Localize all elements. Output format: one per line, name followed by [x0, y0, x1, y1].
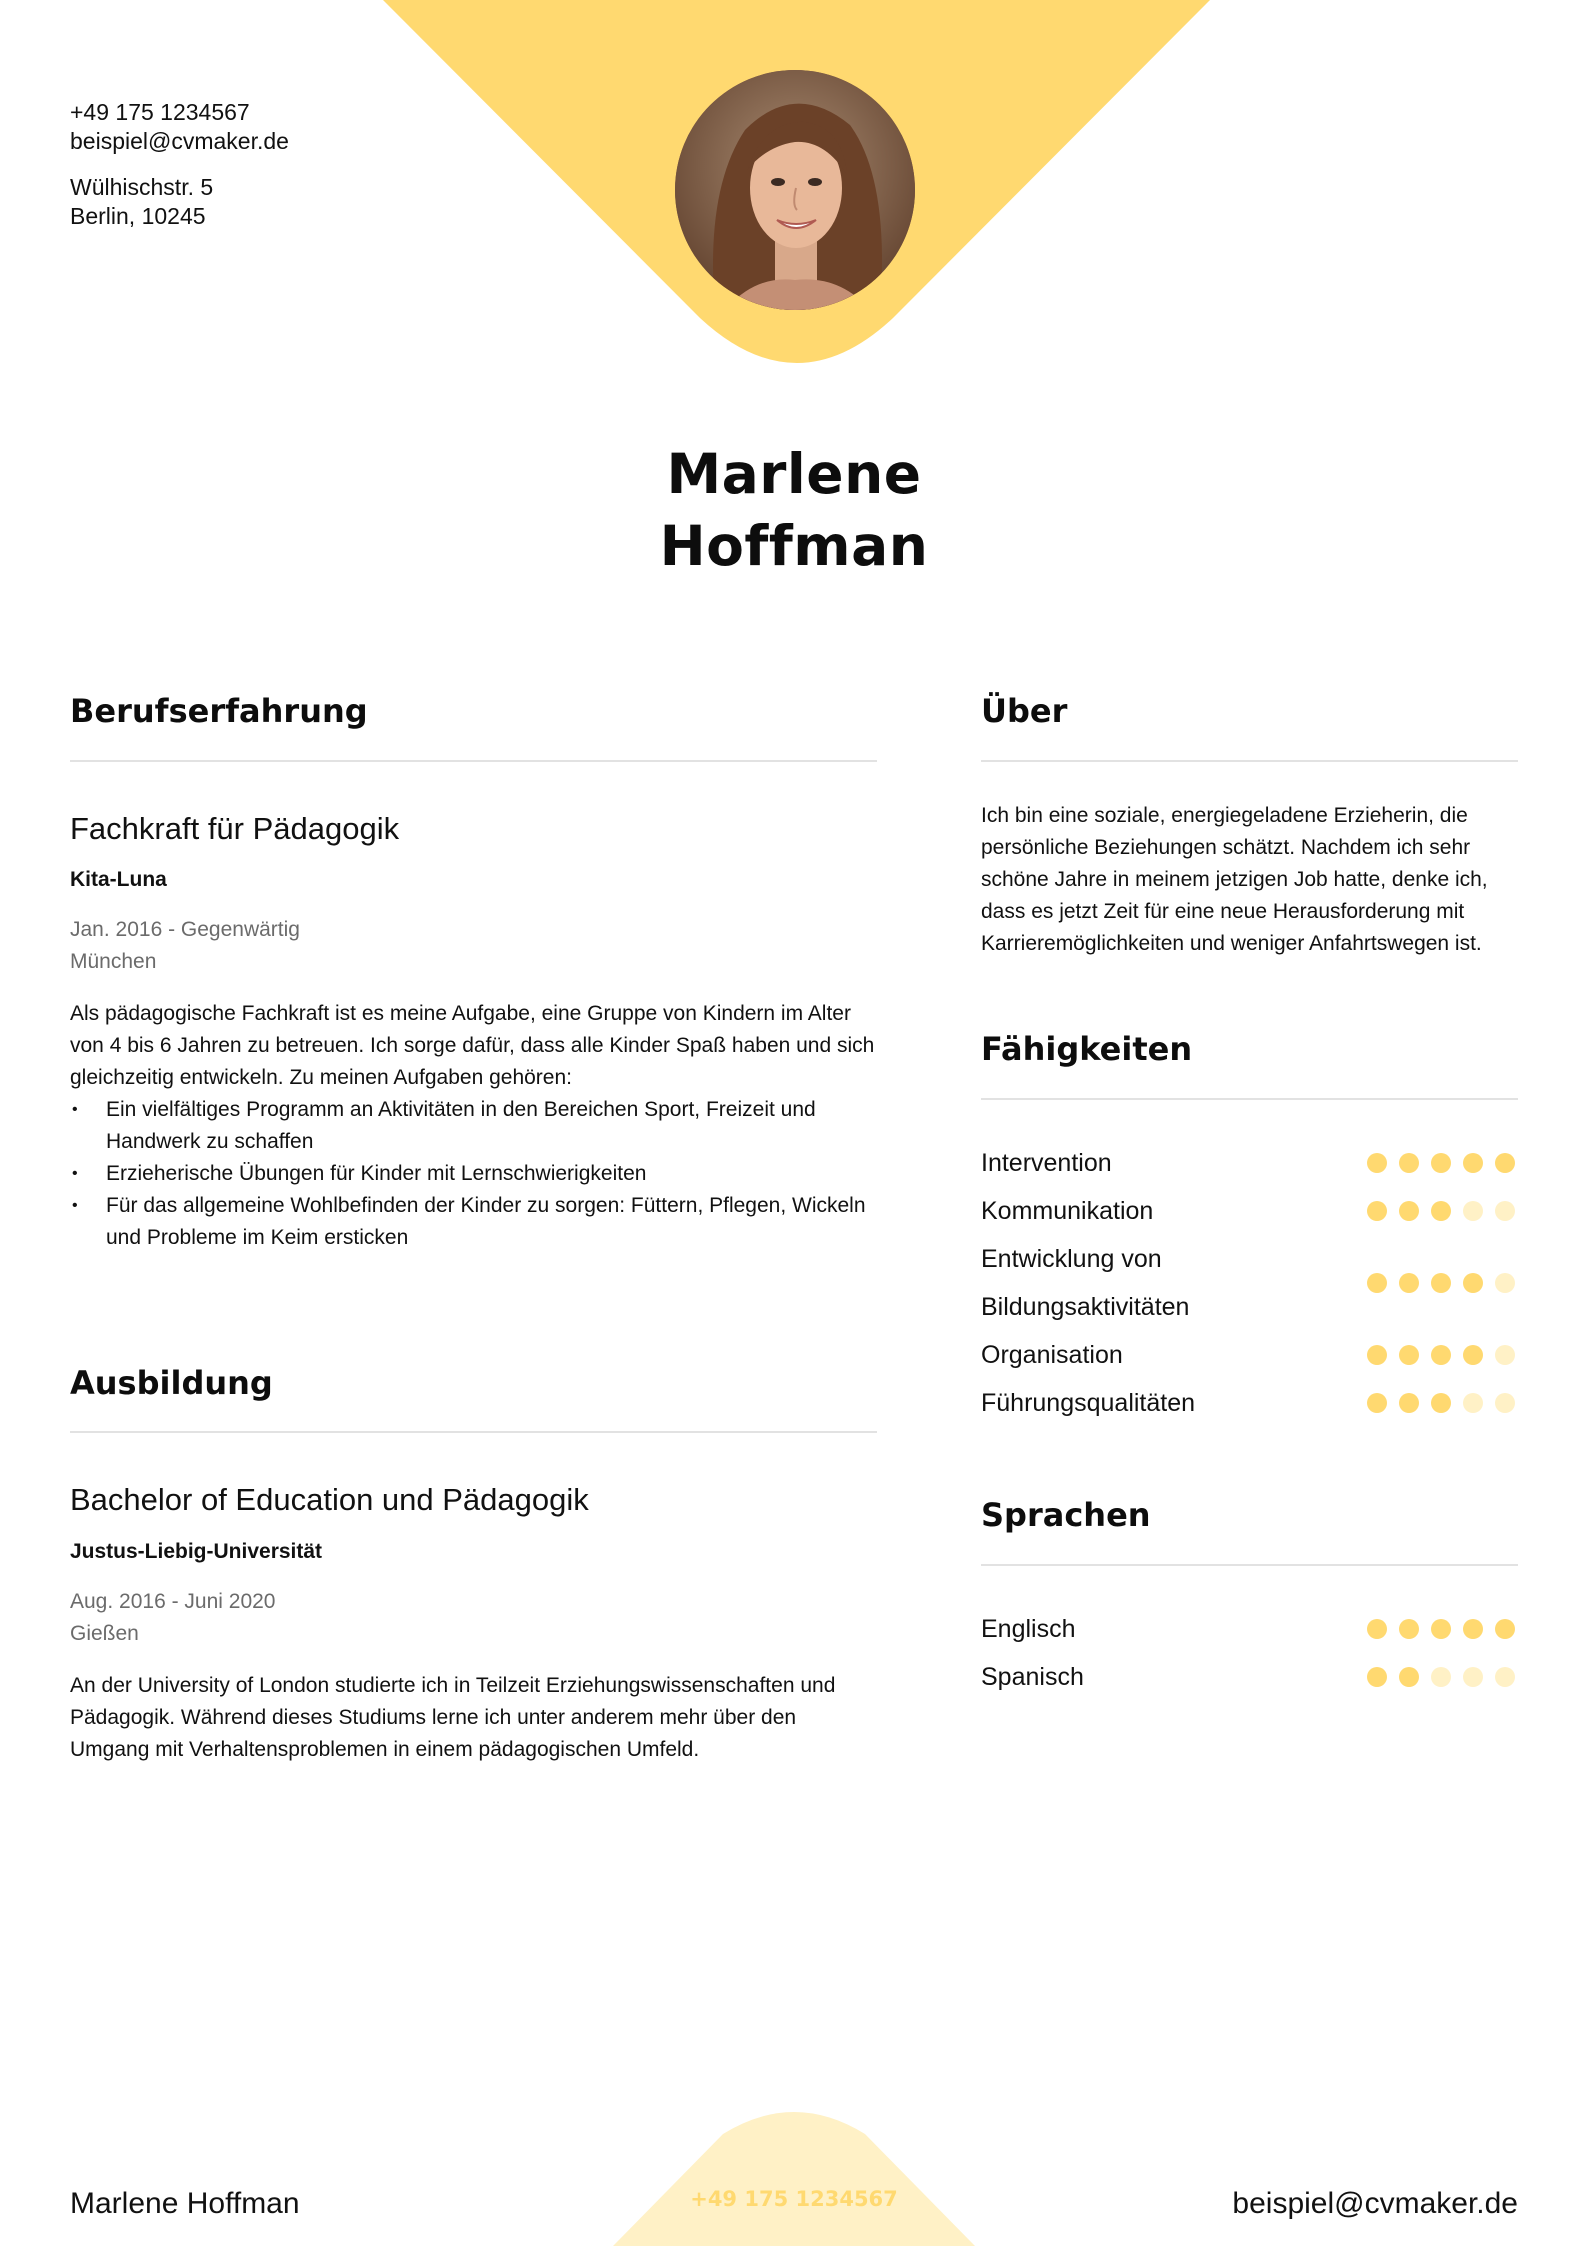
skill-label: Führungsqualitäten	[981, 1389, 1196, 1417]
languages-divider	[981, 1564, 1518, 1566]
rating-dot-filled	[1495, 1619, 1515, 1639]
rating-dot-filled	[1367, 1201, 1387, 1221]
skills-heading: Fähigkeiten	[981, 1030, 1193, 1068]
language-row	[981, 1653, 1521, 1701]
list-item: • Für das allgemeine Wohlbefinden der Kinder zu sorgen: Füttern, Pflegen, Wickeln und Probleme im Keim ersticken	[70, 1190, 880, 1254]
skill-row	[981, 1331, 1521, 1379]
education-location: Gießen	[70, 1622, 139, 1645]
rating-dot-filled	[1431, 1619, 1451, 1639]
about-text: Ich bin eine soziale, energiegeladene Erzieherin, die persönliche Beziehungen schätzt. Nachdem ich sehr schöne Jahre in meinem jetzigen Job hatte, denke ich, dass es jetzt Zeit für eine neue Herausforderung mit Karrieremöglichkeiten und weniger Anfahrtswegen ist.	[981, 804, 1488, 955]
rating-dot-filled	[1399, 1201, 1419, 1221]
language-rating	[1367, 1667, 1515, 1687]
rating-dot-filled	[1367, 1393, 1387, 1413]
rating-dot-filled	[1463, 1273, 1483, 1293]
skill-row	[981, 1187, 1521, 1235]
rating-dot-filled	[1399, 1667, 1419, 1687]
rating-dot-filled	[1367, 1273, 1387, 1293]
education-description: An der University of London studierte ich in Teilzeit Erziehungswissenschaften und Pädagogik. Während dieses Studiums lerne ich unter anderem mehr über den Umgang mit Verhaltensproblemen in einem pädagogischen Umfeld.	[70, 1674, 836, 1761]
rating-dot-empty	[1495, 1667, 1515, 1687]
rating-dot-filled	[1399, 1273, 1419, 1293]
list-item: • Ein vielfältiges Programm an Aktivitäten in den Bereichen Sport, Freizeit und Handwerk zu schaffen	[70, 1094, 880, 1158]
skill-row	[981, 1379, 1521, 1427]
last-name: Hoffman	[659, 514, 929, 578]
rating-dot-empty	[1495, 1201, 1515, 1221]
rating-dot-filled	[1399, 1153, 1419, 1173]
education-heading: Ausbildung	[70, 1364, 273, 1402]
contact-street: Wülhischstr. 5	[70, 174, 214, 200]
university-name: Justus-Liebig-Universität	[70, 1540, 323, 1563]
skill-label: Intervention	[981, 1149, 1112, 1177]
job-intro: Als pädagogische Fachkraft ist es meine Aufgabe, eine Gruppe von Kindern im Alter von 4 bis 6 Jahren zu betreuen. Ich sorge dafür, dass alle Kinder Spaß haben und sich gleichzeitig entwickeln. Zu meinen Aufgaben gehören:	[70, 1002, 875, 1089]
skill-rating	[1367, 1153, 1515, 1173]
rating-dot-empty	[1463, 1667, 1483, 1687]
languages-list	[981, 1605, 1521, 1701]
skill-row	[981, 1139, 1521, 1187]
skills-divider	[981, 1098, 1518, 1100]
job-dates: Jan. 2016 - Gegenwärtig	[70, 918, 300, 941]
portrait-photo	[675, 70, 915, 310]
rating-dot-filled	[1431, 1345, 1451, 1365]
skills-list	[981, 1139, 1521, 1427]
skill-row	[981, 1235, 1521, 1331]
education-divider	[70, 1431, 877, 1433]
rating-dot-empty	[1495, 1345, 1515, 1365]
footer-name: Marlene Hoffman	[70, 2187, 300, 2220]
language-rating	[1367, 1619, 1515, 1639]
job-description	[70, 998, 880, 1254]
job-organization: Kita-Luna	[70, 868, 167, 891]
about-divider	[981, 760, 1518, 762]
skill-rating	[1367, 1201, 1515, 1221]
languages-heading: Sprachen	[981, 1496, 1151, 1534]
rating-dot-filled	[1463, 1153, 1483, 1173]
rating-dot-filled	[1399, 1345, 1419, 1365]
contact-phone: +49 175 1234567	[70, 99, 250, 125]
education-dates: Aug. 2016 - Juni 2020	[70, 1590, 276, 1613]
avatar	[675, 70, 915, 310]
contact-block	[70, 98, 289, 231]
skill-label: Kommunikation	[981, 1197, 1154, 1225]
rating-dot-empty	[1495, 1273, 1515, 1293]
contact-city: Berlin, 10245	[70, 203, 206, 229]
contact-email: beispiel@cvmaker.de	[70, 128, 289, 154]
experience-heading: Berufserfahrung	[70, 692, 368, 730]
job-tasks-list	[70, 1094, 880, 1254]
skill-rating	[1367, 1393, 1515, 1413]
skill-label: Entwicklung von Bildungsaktivitäten	[981, 1245, 1190, 1321]
language-label: Englisch	[981, 1615, 1076, 1643]
rating-dot-filled	[1431, 1273, 1451, 1293]
footer-phone: +49 175 1234567	[690, 2187, 898, 2211]
rating-dot-filled	[1495, 1153, 1515, 1173]
footer-email: beispiel@cvmaker.de	[1232, 2187, 1518, 2220]
rating-dot-filled	[1399, 1619, 1419, 1639]
degree-title: Bachelor of Education und Pädagogik	[70, 1482, 589, 1517]
rating-dot-filled	[1367, 1619, 1387, 1639]
rating-dot-empty	[1463, 1201, 1483, 1221]
rating-dot-filled	[1367, 1667, 1387, 1687]
rating-dot-empty	[1463, 1393, 1483, 1413]
rating-dot-filled	[1367, 1345, 1387, 1365]
skill-rating	[1367, 1345, 1515, 1365]
rating-dot-filled	[1431, 1153, 1451, 1173]
rating-dot-filled	[1463, 1345, 1483, 1365]
rating-dot-filled	[1463, 1619, 1483, 1639]
skill-label: Organisation	[981, 1341, 1123, 1369]
rating-dot-filled	[1399, 1393, 1419, 1413]
language-label: Spanisch	[981, 1663, 1084, 1691]
language-row	[981, 1605, 1521, 1653]
about-heading: Über	[981, 692, 1068, 730]
rating-dot-filled	[1431, 1393, 1451, 1413]
first-name: Marlene	[666, 442, 922, 506]
job-title: Fachkraft für Pädagogik	[70, 811, 400, 846]
rating-dot-filled	[1367, 1153, 1387, 1173]
list-item: • Erzieherische Übungen für Kinder mit Lernschwierigkeiten	[70, 1158, 880, 1190]
rating-dot-filled	[1431, 1201, 1451, 1221]
candidate-name	[0, 438, 1588, 582]
experience-divider	[70, 760, 877, 762]
rating-dot-empty	[1431, 1667, 1451, 1687]
job-location: München	[70, 950, 157, 973]
rating-dot-empty	[1495, 1393, 1515, 1413]
skill-rating	[1367, 1273, 1515, 1293]
